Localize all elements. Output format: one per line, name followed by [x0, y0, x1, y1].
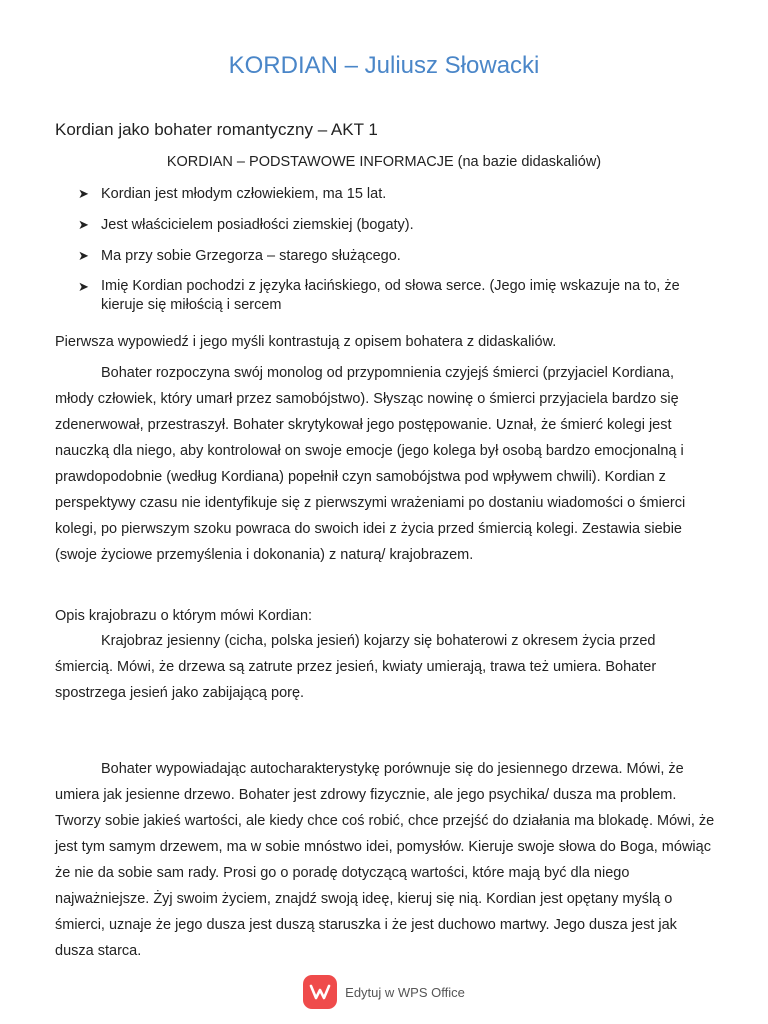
- list-item: [78, 184, 718, 204]
- bullet-list: [78, 184, 718, 326]
- landscape-heading: Opis krajobrazu o którym mówi Kordian:: [55, 608, 313, 624]
- list-item: [78, 277, 718, 315]
- paragraph-landscape: Krajobraz jesienny (cicha, polska jesień) kojarzy się bohaterowi z okresem życia przed śmiercią. Mówi, że drzewa są zatrute przez jesień, kwiaty umierają, trawa też umiera. Bohater spostrzega jesień jako zabijającą porę.: [55, 633, 657, 701]
- arrow-bullet-icon: ➤: [78, 217, 89, 232]
- arrow-bullet-icon: ➤: [78, 248, 89, 263]
- list-item-text: Kordian jest młodym człowiekiem, ma 15 lat.: [101, 186, 387, 202]
- document-subtitle: Kordian jako bohater romantyczny – AKT 1: [55, 120, 378, 139]
- list-item: [78, 215, 718, 235]
- list-item-text: Ma przy sobie Grzegorza – starego służącego.: [101, 248, 401, 264]
- list-item: [78, 246, 718, 266]
- paragraph-tree: Bohater wypowiadając autocharakterystykę porównuje się do jesiennego drzewa. Mówi, że umiera jak jesienne drzewo. Bohater jest zdrowy fizycznie, ale jego psychika/ dusza ma problem. Tworzy sobie jakieś wartości, ale kiedy chce coś robić, chce przejść do działania ma blokadę. Mówi, że jest tym samym drzewem, ma w sobie mnóstwo idei, pomysłów. Kieruje swoje słowa do Boga, mówiąc że nie da sobie sam rady. Prosi go o poradę dotyczącą wartości, które mają być dla niego najważniejsze. Żyj swoim życiem, znajdź swoją ideę, kieruj się nią. Kordian jest opętany myślą o śmierci, uznaje że jego dusza jest duszą staruszka i że jest duchowo martwy. Jego dusza jest jak dusza starca.: [55, 761, 715, 959]
- paragraph-intro: Pierwsza wypowiedź i jego myśli kontrastują z opisem bohatera z didaskaliów.: [55, 334, 557, 350]
- footer-label: Edytuj w WPS Office: [345, 984, 465, 1000]
- arrow-bullet-icon: ➤: [78, 186, 89, 201]
- list-item-text: Imię Kordian pochodzi z języka łacińskiego, od słowa serce. (Jego imię wskazuje na to, że kieruje się miłością i sercem: [101, 278, 680, 313]
- wps-office-logo-icon: [303, 975, 337, 1009]
- paragraph-monolog: Bohater rozpoczyna swój monolog od przypomnienia czyjejś śmierci (przyjaciel Kordiana, młody człowiek, który umarł przez samobójstwo). Słysząc nowinę o śmierci przyjaciela bardzo się zdenerwował, przestraszył. Bohater skrytykował jego postępowanie. Uznał, że śmierć kolegi jest nauczką dla niego, aby kontrolował on swoje emocje (jego kolega był osobą bardzo emocjonalną i prawdopodobnie (według Kordiana) popełnił czyn samobójstwa pod wpływem chwili). Kordian z perspektywy czasu nie identyfikuje się z pierwszymi wrażeniami po dostaniu wiadomości o śmierci kolegi, po pierwszym szoku powraca do swoich idei z życia przed śmiercią kolegi. Zestawia siebie (swoje życiowe przemyślenia i dokonania) z naturą/ krajobrazem.: [55, 365, 686, 563]
- document-title: KORDIAN – Juliusz Słowacki: [228, 52, 540, 79]
- wps-edit-link[interactable]: [0, 972, 768, 1012]
- arrow-bullet-icon: ➤: [78, 279, 89, 294]
- list-item-text: Jest właścicielem posiadłości ziemskiej (bogaty).: [101, 217, 414, 233]
- section-heading: KORDIAN – PODSTAWOWE INFORMACJE (na bazie didaskaliów): [166, 154, 602, 170]
